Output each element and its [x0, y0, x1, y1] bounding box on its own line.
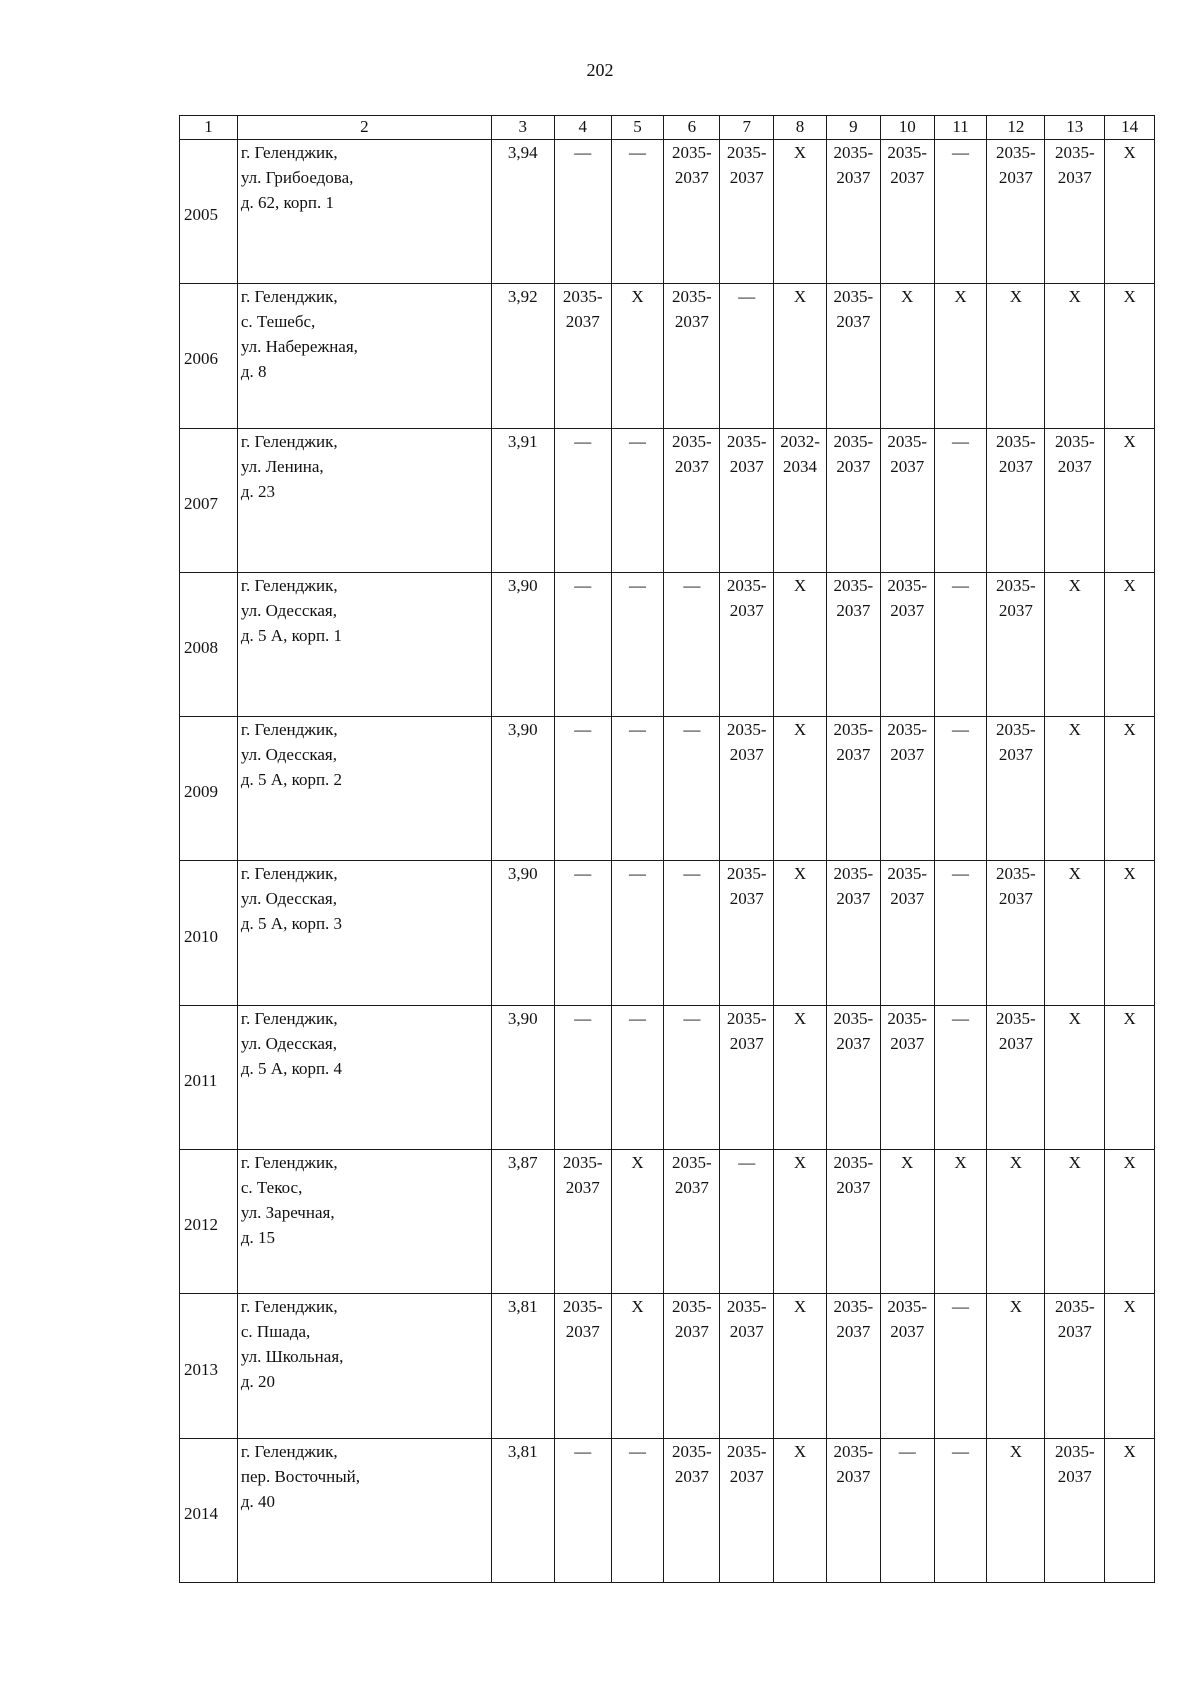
period-cell-col-5: — [611, 1005, 664, 1149]
period-cell-col-8: X [774, 284, 827, 428]
period-cell-col-10: 2035-2037 [880, 1294, 934, 1438]
period-cell-col-6: — [664, 572, 720, 716]
column-header-9: 9 [826, 116, 880, 140]
header-row [180, 116, 1155, 140]
period-cell-col-13: 2035-2037 [1045, 1294, 1105, 1438]
period-cell-col-12: X [987, 284, 1045, 428]
period-cell-col-11: X [934, 284, 987, 428]
period-cell-col-10: 2035-2037 [880, 140, 934, 284]
period-cell-col-6: — [664, 717, 720, 861]
address-line: г. Геленджик, [240, 1441, 338, 1461]
period-cell-col-13: 2035-2037 [1045, 140, 1105, 284]
row-number: 2010 [180, 861, 238, 1005]
period-cell-col-5: — [611, 1438, 664, 1582]
period-cell-col-5: — [611, 140, 664, 284]
page-number: 202 [586, 60, 614, 80]
row-number: 2008 [180, 572, 238, 716]
period-cell-col-9: 2035-2037 [826, 717, 880, 861]
address-line: ул. Одесская, [240, 600, 338, 620]
period-cell-col-14: X [1105, 1150, 1155, 1294]
period-cell-col-5: — [611, 717, 664, 861]
period-cell-col-14: X [1105, 140, 1155, 284]
address-line: д. 23 [240, 481, 276, 501]
address-cell [237, 861, 491, 1005]
column-header-7: 7 [720, 116, 774, 140]
address-line: д. 15 [240, 1228, 276, 1248]
row-number: 2006 [180, 284, 238, 428]
value-cell: 3,91 [491, 428, 554, 572]
address-line: г. Геленджик, [240, 143, 338, 162]
period-cell-col-14: X [1105, 572, 1155, 716]
column-header-1: 1 [180, 116, 238, 140]
period-cell-col-9: 2035-2037 [826, 1150, 880, 1294]
period-cell-col-10: — [880, 1438, 934, 1582]
table-row [180, 861, 1155, 1005]
period-cell-col-7: — [720, 1150, 774, 1294]
period-cell-col-5: — [611, 572, 664, 716]
address-line: пер. Восточный, [240, 1466, 361, 1486]
column-header-3: 3 [491, 116, 554, 140]
period-cell-col-14: X [1105, 1005, 1155, 1149]
address-line: г. Геленджик, [240, 720, 338, 740]
period-cell-col-12: X [987, 1294, 1045, 1438]
row-number: 2014 [180, 1438, 238, 1582]
address-line: ул. Ленина, [240, 456, 324, 476]
period-cell-col-13: 2035-2037 [1045, 428, 1105, 572]
address-line: г. Геленджик, [240, 431, 338, 451]
period-cell-col-13: X [1045, 717, 1105, 861]
period-cell-col-10: X [880, 284, 934, 428]
period-cell-col-8: X [774, 140, 827, 284]
table-body [180, 140, 1155, 1583]
period-cell-col-13: 2035-2037 [1045, 1438, 1105, 1582]
period-cell-col-8: X [774, 1005, 827, 1149]
period-cell-col-12: 2035-2037 [987, 428, 1045, 572]
period-cell-col-8: X [774, 1294, 827, 1438]
table-row [180, 1438, 1155, 1582]
period-cell-col-11: — [934, 140, 987, 284]
period-cell-col-11: — [934, 1005, 987, 1149]
value-cell: 3,92 [491, 284, 554, 428]
column-header-5: 5 [611, 116, 664, 140]
table-row [180, 1150, 1155, 1294]
column-header-14: 14 [1105, 116, 1155, 140]
period-cell-col-4: 2035-2037 [554, 1294, 611, 1438]
period-cell-col-8: X [774, 1438, 827, 1582]
address-line: ул. Грибоедова, [240, 168, 354, 187]
period-cell-col-11: — [934, 717, 987, 861]
period-cell-col-6: — [664, 1005, 720, 1149]
address-cell [237, 1294, 491, 1438]
column-header-4: 4 [554, 116, 611, 140]
period-cell-col-7: 2035-2037 [720, 717, 774, 861]
period-cell-col-7: 2035-2037 [720, 1294, 774, 1438]
period-cell-col-6: 2035-2037 [664, 428, 720, 572]
period-cell-col-4: — [554, 140, 611, 284]
period-cell-col-11: — [934, 1438, 987, 1582]
period-cell-col-14: X [1105, 1294, 1155, 1438]
period-cell-col-10: 2035-2037 [880, 717, 934, 861]
row-number: 2009 [180, 717, 238, 861]
period-cell-col-7: 2035-2037 [720, 428, 774, 572]
period-cell-col-9: 2035-2037 [826, 284, 880, 428]
period-cell-col-11: — [934, 861, 987, 1005]
period-cell-col-6: 2035-2037 [664, 1438, 720, 1582]
period-cell-col-10: 2035-2037 [880, 1005, 934, 1149]
period-cell-col-13: X [1045, 572, 1105, 716]
table-row [180, 428, 1155, 572]
period-cell-col-10: 2035-2037 [880, 428, 934, 572]
period-cell-col-4: 2035-2037 [554, 284, 611, 428]
period-cell-col-9: 2035-2037 [826, 428, 880, 572]
period-cell-col-5: — [611, 428, 664, 572]
row-number: 2013 [180, 1294, 238, 1438]
period-cell-col-9: 2035-2037 [826, 1438, 880, 1582]
period-cell-col-6: 2035-2037 [664, 1150, 720, 1294]
address-line: д. 62, корп. 1 [240, 193, 335, 212]
period-cell-col-8: X [774, 1150, 827, 1294]
table-row [180, 1005, 1155, 1149]
period-cell-col-12: 2035-2037 [987, 861, 1045, 1005]
address-line: с. Тешебс, [240, 312, 316, 332]
address-cell [237, 428, 491, 572]
value-cell: 3,90 [491, 572, 554, 716]
address-line: ул. Одесская, [240, 745, 338, 765]
period-cell-col-14: X [1105, 717, 1155, 861]
address-line: д. 5 А, корп. 3 [240, 914, 343, 934]
column-header-8: 8 [774, 116, 827, 140]
period-cell-col-4: 2035-2037 [554, 1150, 611, 1294]
period-cell-col-4: — [554, 717, 611, 861]
table-row [180, 1294, 1155, 1438]
table-row [180, 572, 1155, 716]
period-cell-col-14: X [1105, 284, 1155, 428]
table-row [180, 140, 1155, 284]
period-cell-col-8: X [774, 572, 827, 716]
address-line: г. Геленджик, [240, 287, 338, 307]
value-cell: 3,90 [491, 1005, 554, 1149]
value-cell: 3,94 [491, 140, 554, 284]
column-header-10: 10 [880, 116, 934, 140]
period-cell-col-4: — [554, 428, 611, 572]
row-number: 2005 [180, 140, 238, 284]
address-cell [237, 284, 491, 428]
period-cell-col-9: 2035-2037 [826, 1294, 880, 1438]
address-cell [237, 140, 491, 284]
value-cell: 3,81 [491, 1294, 554, 1438]
period-cell-col-7: 2035-2037 [720, 861, 774, 1005]
period-cell-col-10: 2035-2037 [880, 572, 934, 716]
address-cell [237, 1005, 491, 1149]
address-line: с. Пшада, [240, 1322, 311, 1342]
address-line: г. Геленджик, [240, 1297, 338, 1317]
value-cell: 3,81 [491, 1438, 554, 1582]
address-line: г. Геленджик, [240, 1008, 338, 1028]
address-cell [237, 572, 491, 716]
address-line: с. Текос, [240, 1178, 303, 1198]
period-cell-col-14: X [1105, 428, 1155, 572]
address-cell [237, 717, 491, 861]
value-cell: 3,87 [491, 1150, 554, 1294]
address-line: д. 8 [240, 362, 267, 382]
period-cell-col-4: — [554, 1005, 611, 1149]
period-cell-col-9: 2035-2037 [826, 861, 880, 1005]
period-cell-col-12: 2035-2037 [987, 1005, 1045, 1149]
address-line: д. 5 А, корп. 2 [240, 770, 343, 790]
period-cell-col-4: — [554, 572, 611, 716]
period-cell-col-8: X [774, 861, 827, 1005]
period-cell-col-14: X [1105, 1438, 1155, 1582]
period-cell-col-12: X [987, 1438, 1045, 1582]
period-cell-col-9: 2035-2037 [826, 140, 880, 284]
period-cell-col-6: 2035-2037 [664, 140, 720, 284]
period-cell-col-12: 2035-2037 [987, 140, 1045, 284]
period-cell-col-5: X [611, 1294, 664, 1438]
value-cell: 3,90 [491, 717, 554, 861]
address-line: ул. Набережная, [240, 337, 358, 357]
period-cell-col-11: — [934, 572, 987, 716]
row-number: 2011 [180, 1005, 238, 1149]
period-cell-col-13: X [1045, 1150, 1105, 1294]
row-number: 2007 [180, 428, 238, 572]
period-cell-col-5: X [611, 284, 664, 428]
period-cell-col-5: — [611, 861, 664, 1005]
address-line: ул. Школьная, [240, 1347, 344, 1367]
row-number: 2012 [180, 1150, 238, 1294]
period-cell-col-14: X [1105, 861, 1155, 1005]
period-cell-col-6: 2035-2037 [664, 1294, 720, 1438]
period-cell-col-13: X [1045, 861, 1105, 1005]
register-table [179, 115, 1155, 1583]
address-line: д. 40 [240, 1491, 276, 1511]
period-cell-col-13: X [1045, 1005, 1105, 1149]
address-line: г. Геленджик, [240, 864, 338, 884]
address-cell [237, 1150, 491, 1294]
period-cell-col-11: — [934, 1294, 987, 1438]
address-line: д. 20 [240, 1372, 276, 1392]
period-cell-col-4: — [554, 861, 611, 1005]
column-header-11: 11 [934, 116, 987, 140]
value-cell: 3,90 [491, 861, 554, 1005]
address-line: г. Геленджик, [240, 1153, 338, 1173]
period-cell-col-9: 2035-2037 [826, 572, 880, 716]
address-line: ул. Заречная, [240, 1203, 335, 1223]
period-cell-col-6: — [664, 861, 720, 1005]
address-cell [237, 1438, 491, 1582]
column-header-6: 6 [664, 116, 720, 140]
table-row [180, 284, 1155, 428]
column-header-2: 2 [237, 116, 491, 140]
period-cell-col-10: 2035-2037 [880, 861, 934, 1005]
column-header-13: 13 [1045, 116, 1105, 140]
period-cell-col-8: 2032-2034 [774, 428, 827, 572]
address-line: д. 5 А, корп. 1 [240, 625, 343, 645]
column-header-12: 12 [987, 116, 1045, 140]
period-cell-col-13: X [1045, 284, 1105, 428]
table-row [180, 717, 1155, 861]
address-line: ул. Одесская, [240, 1033, 338, 1053]
period-cell-col-8: X [774, 717, 827, 861]
period-cell-col-7: 2035-2037 [720, 1438, 774, 1582]
period-cell-col-6: 2035-2037 [664, 284, 720, 428]
period-cell-col-4: — [554, 1438, 611, 1582]
address-line: г. Геленджик, [240, 575, 338, 595]
address-line: ул. Одесская, [240, 889, 338, 909]
period-cell-col-7: — [720, 284, 774, 428]
period-cell-col-12: 2035-2037 [987, 717, 1045, 861]
period-cell-col-11: X [934, 1150, 987, 1294]
period-cell-col-12: X [987, 1150, 1045, 1294]
period-cell-col-7: 2035-2037 [720, 572, 774, 716]
period-cell-col-12: 2035-2037 [987, 572, 1045, 716]
period-cell-col-11: — [934, 428, 987, 572]
address-line: д. 5 А, корп. 4 [240, 1058, 343, 1078]
period-cell-col-7: 2035-2037 [720, 140, 774, 284]
period-cell-col-10: X [880, 1150, 934, 1294]
period-cell-col-7: 2035-2037 [720, 1005, 774, 1149]
period-cell-col-9: 2035-2037 [826, 1005, 880, 1149]
period-cell-col-5: X [611, 1150, 664, 1294]
